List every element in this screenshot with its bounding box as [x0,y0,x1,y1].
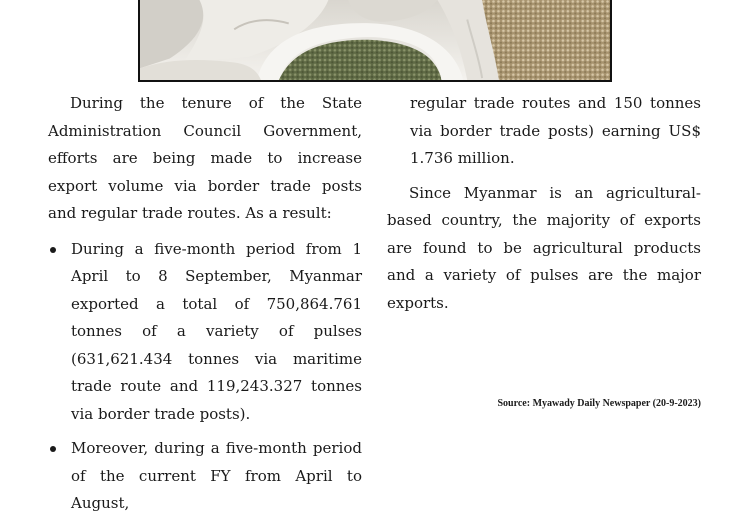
continued-bullet-text: regular trade routes and 150 tonnes via border trade posts) earning US$ 1.736 million. [410,94,701,167]
right-column [387,90,701,317]
bullet-list [48,236,362,518]
source-citation: Source: Myawady Daily Newspaper (20-9-2023) [497,398,701,409]
beige-pulses [477,0,610,80]
bullet-pulses-export: During a five-month period from 1 April to 8 September, Myanmar exported a total of 750,864.761 tonnes of a variety of pulses (631,621.434 tonnes via maritime trade route and 119,243.327 tonnes via border trade posts). [48,236,362,429]
pulses-illustration [140,0,610,80]
bullet-fy-period: Moreover, during a five-month period of the current FY from April to August, [48,435,362,518]
sacks-of-pulses-photo [138,0,612,82]
left-column [48,90,362,525]
agriculture-paragraph: Since Myanmar is an agricultural-based country, the majority of exports are found to be agricultural products and a variety of pulses are the major exports. [387,183,701,312]
intro-paragraph: During the tenure of the State Administration Council Government, efforts are being made to increase export volume via border trade posts and regular trade routes. As a result: [48,94,362,222]
